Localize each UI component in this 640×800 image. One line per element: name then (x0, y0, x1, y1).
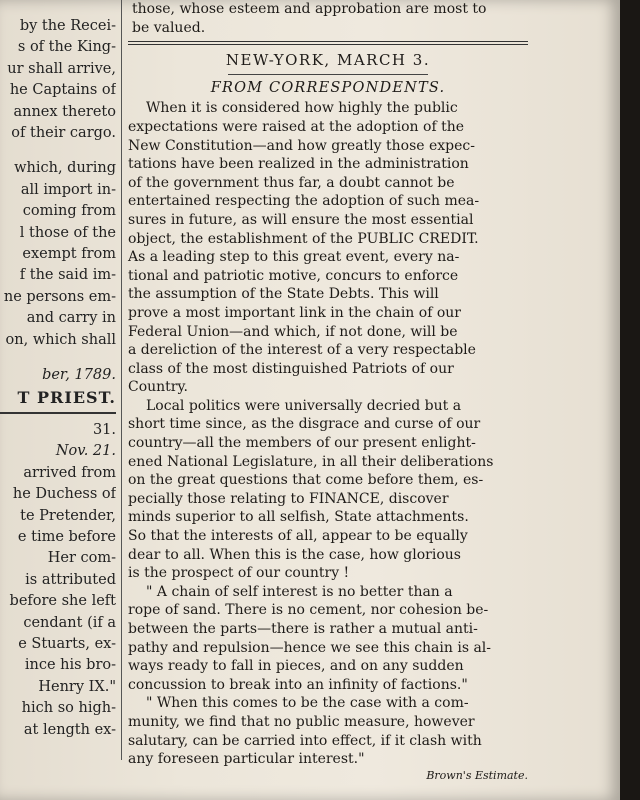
text-line: coming from (22, 203, 116, 220)
quote-source: Brown's Estimate. (426, 768, 528, 782)
article-subhead: FROM CORRESPONDENTS. (210, 79, 446, 96)
text-line: Local politics were universally decried but a (146, 397, 462, 414)
text-line: annex thereto (13, 103, 116, 120)
text-line: s of the King- (17, 39, 116, 56)
text-line: all import in- (20, 181, 116, 198)
text-line: is the prospect of our country ! (128, 565, 350, 582)
text-line: short time since, as the disgrace and curse of our (128, 416, 481, 433)
spacer (0, 351, 116, 365)
notice-date: ber, 1789. (42, 367, 116, 384)
article-paragraph-1 (128, 99, 528, 397)
text-line: pecially those relating to FINANCE, discover (128, 490, 449, 507)
text-line: Nov. 21. (55, 443, 116, 460)
text-line: and carry in (26, 310, 116, 327)
text-line: of the government thus far, a doubt cannot be (128, 174, 455, 191)
text-line: cendant (if a (23, 614, 116, 631)
text-line: by the Recei- (19, 18, 116, 34)
text-line: pathy and repulsion—hence we see this chain is al- (128, 639, 492, 656)
text-line: a dereliction of the interest of a very respectable (128, 342, 476, 359)
column-divider (121, 0, 122, 760)
text-line: between the parts—there is rather a mutual anti- (128, 621, 478, 637)
left-block-2 (0, 158, 116, 351)
text-line: l those of the (19, 224, 116, 241)
text-line: country—all the members of our present enlight- (128, 435, 476, 452)
text-line: " When this comes to be the case with a com- (146, 695, 469, 712)
text-line: When it is considered how highly the public (146, 100, 458, 117)
text-line: expectations were raised at the adoption of the (128, 118, 465, 135)
text-line: concussion to break into an infinity of factions." (128, 676, 468, 693)
text-line: e Stuarts, ex- (18, 635, 116, 652)
text-line: entertained respecting the adoption of such mea- (128, 193, 480, 210)
text-line: dear to all. When this is the case, how glorious (128, 546, 461, 563)
text-line: ne persons em- (3, 288, 116, 305)
text-line: e time before (17, 528, 116, 545)
left-column (0, 16, 116, 741)
text-line: salutary, can be carried into effect, if it clash with (128, 732, 482, 749)
text-line: before she left (9, 593, 116, 610)
left-block-3 (0, 420, 116, 741)
text-line: Federal Union—and which, if not done, will be (128, 323, 458, 340)
text-line: So that the interests of all, appear to be equally (128, 528, 468, 545)
text-line: minds superior to all selfish, State attachments. (128, 509, 469, 526)
dateline-rule (228, 74, 428, 75)
left-block-1 (0, 16, 116, 144)
text-line: ened National Legislature, in all their deliberations (128, 453, 494, 470)
text-line: ways ready to fall in pieces, and on any sudden (128, 658, 464, 675)
text-line: at length ex- (23, 721, 116, 738)
text-line: is attributed (25, 571, 116, 588)
text-line: rope of sand. There is no cement, nor cohesion be- (128, 602, 489, 619)
text-line: munity, we find that no public measure, however (128, 713, 475, 730)
text-line: tional and patriotic motive, concurs to enforce (128, 267, 459, 284)
section-rule (0, 412, 116, 414)
text-line: As a leading step to this great event, every na- (128, 249, 460, 266)
text-line: which, during (14, 160, 116, 177)
article-paragraph-4 (128, 694, 528, 768)
notice-signature: T PRIEST. (17, 387, 116, 407)
previous-article-tail (128, 0, 528, 37)
text-line: on, which shall (5, 331, 116, 348)
text-line: ur shall arrive, (7, 60, 116, 77)
text-line: Her com- (47, 550, 116, 567)
text-line: those, whose esteem and approbation are most to (132, 1, 487, 17)
text-line: class of the most distinguished Patriots of our (128, 360, 454, 377)
text-line: te Pretender, (20, 507, 116, 524)
text-line: 31. (92, 421, 116, 438)
text-line: Country. (128, 379, 188, 396)
text-line: arrived from (23, 464, 116, 481)
text-line: be valued. (132, 19, 206, 36)
text-line: sures in future, as will ensure the most essential (128, 211, 474, 228)
text-line: prove a most important link in the chain of our (128, 304, 461, 321)
text-line: tations have been realized in the administration (128, 156, 469, 173)
dateline: NEW-YORK, MARCH 3. (225, 51, 431, 70)
text-line: he Captains of (9, 82, 116, 99)
text-line: on the great questions that come before them, es- (128, 472, 484, 489)
text-line: he Duchess of (12, 486, 116, 503)
text-line: hich so high- (21, 700, 116, 717)
text-line: the assumption of the State Debts. This will (128, 286, 439, 303)
spacer (0, 144, 116, 158)
text-line: object, the establishment of the PUBLIC CREDIT. (128, 230, 479, 247)
text-line: Henry IX." (38, 678, 116, 695)
section-double-rule (128, 41, 528, 45)
right-column (128, 0, 528, 785)
article-paragraph-2 (128, 397, 528, 583)
article-paragraph-3 (128, 583, 528, 695)
text-line: " A chain of self interest is no better than a (146, 583, 453, 600)
text-line: exempt from (22, 246, 116, 263)
text-line: ince his bro- (24, 657, 116, 674)
text-line: any foreseen particular interest." (128, 751, 365, 768)
text-line: New Constitution—and how greatly those expec- (128, 137, 475, 154)
text-line: f the said im- (19, 267, 116, 284)
text-line: of their cargo. (11, 125, 116, 142)
